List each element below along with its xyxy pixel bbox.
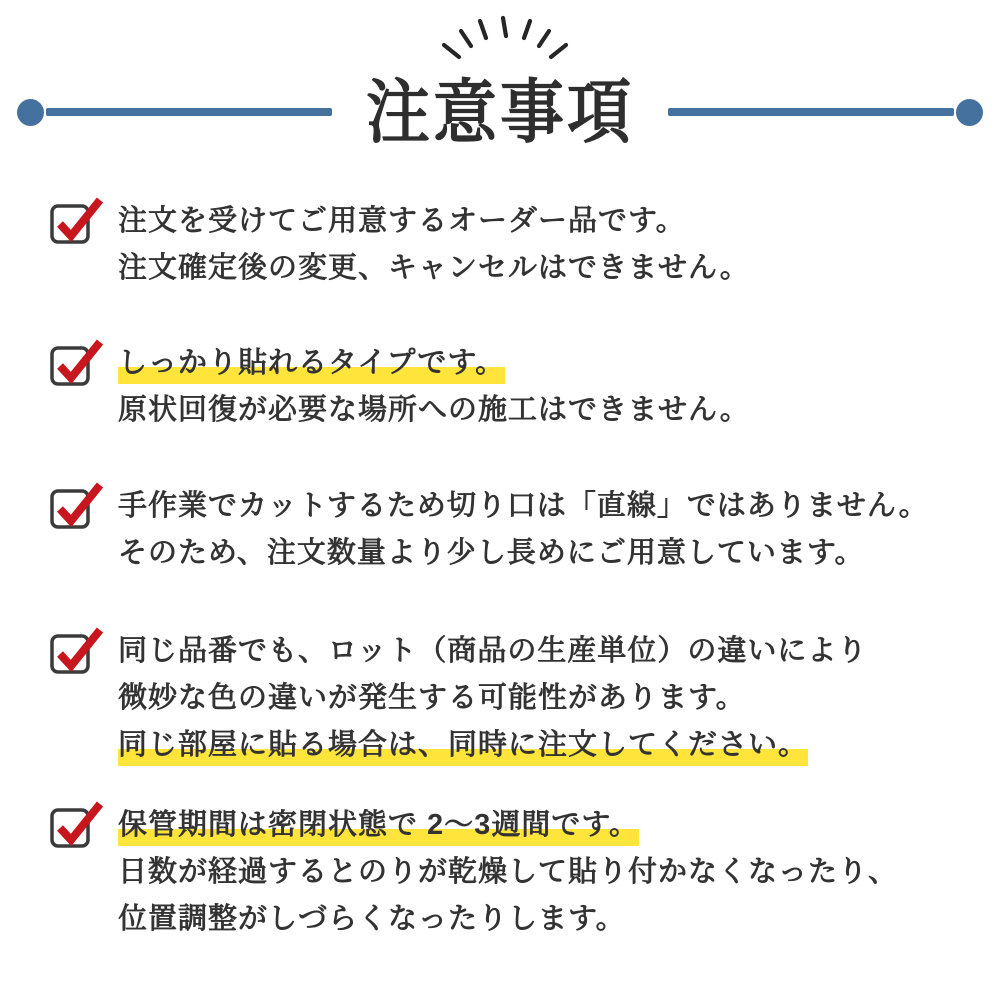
notice-item: [50, 802, 980, 943]
notice-text: [118, 198, 750, 292]
page-title: 注意事項: [366, 73, 634, 151]
notice-line: [118, 722, 867, 769]
notice-line: 同じ品番でも、ロット（商品の生産単位）の違いにより: [118, 635, 868, 667]
notice-line: 原状回復が必要な場所への施工はできません。: [118, 394, 750, 426]
notice-item: [50, 340, 980, 434]
notice-text: [118, 802, 898, 943]
right-rule-line: [668, 108, 954, 116]
left-rule-line: [46, 108, 332, 116]
notice-line: 微妙な色の違いが発生する可能性があります。: [118, 682, 746, 714]
notice-item: [50, 483, 980, 577]
notice-text: [118, 483, 929, 577]
notice-line: [118, 802, 898, 849]
notice-line: 注文を受けてご用意するオーダー品です。: [118, 205, 686, 237]
notice-line: [118, 340, 750, 387]
notice-line: 日数が経過するとのりが乾燥して貼り付かなくなったり、: [118, 856, 899, 888]
burst-emphasis-icon: [440, 12, 570, 70]
checked-checkbox-icon: [50, 475, 108, 533]
notice-item: [50, 628, 980, 769]
checked-checkbox-icon: [50, 332, 108, 390]
highlighted-text: しっかり貼れるタイプです。: [118, 347, 505, 384]
right-end-dot: [956, 99, 983, 126]
checked-checkbox-icon: [50, 620, 108, 678]
title-divider-row: [17, 73, 983, 151]
notice-line: 注文確定後の変更、キャンセルはできません。: [118, 252, 750, 284]
highlighted-text: 同じ部屋に貼る場合は、同時に注文してください。: [118, 729, 808, 766]
highlighted-text: 保管期間は密閉状態で 2〜3週間です。: [118, 809, 639, 846]
checked-checkbox-icon: [50, 190, 108, 248]
notice-line: そのため、注文数量より少し長めにご用意しています。: [118, 537, 865, 569]
notice-line: 手作業でカットするため切り口は「直線」ではありません。: [118, 490, 929, 522]
notice-text: [118, 340, 750, 434]
left-end-dot: [17, 99, 44, 126]
notice-text: [118, 628, 867, 769]
checked-checkbox-icon: [50, 794, 108, 852]
notice-item: [50, 198, 980, 292]
notice-line: 位置調整がしづらくなったりします。: [118, 903, 626, 935]
